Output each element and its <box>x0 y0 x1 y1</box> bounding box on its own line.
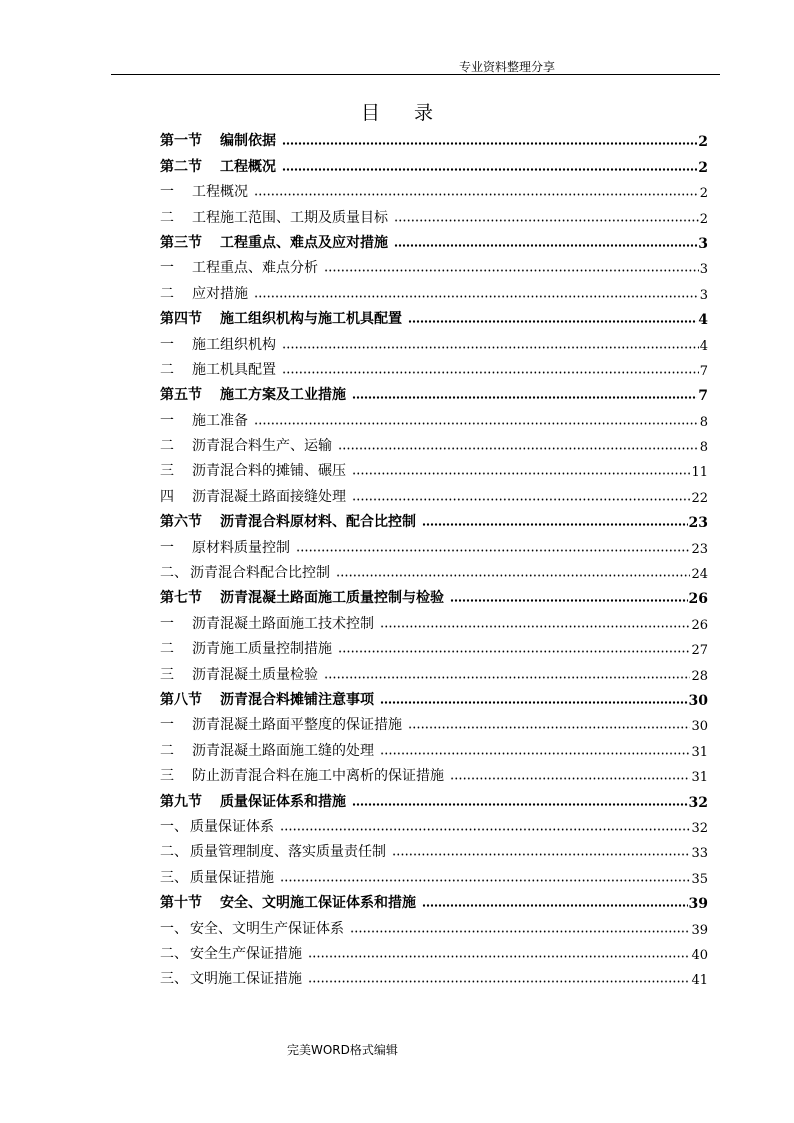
toc-entry-number: 一 <box>160 615 174 632</box>
toc-page-number: 2 <box>699 211 708 227</box>
header-divider <box>111 74 720 75</box>
toc-entry-title: 质量管理制度、落实质量责任制 <box>190 844 386 861</box>
toc-entry-number: 一 <box>160 412 174 429</box>
toc-entry-number: 二 <box>160 438 174 455</box>
toc-page-number: 41 <box>691 973 708 989</box>
toc-dot-leader <box>408 726 690 729</box>
toc-entry-title: 沥青混合料摊铺注意事项 <box>220 691 374 708</box>
toc-page-number: 3 <box>699 287 708 303</box>
toc-entry-title: 施工机具配置 <box>192 361 276 378</box>
toc-entry-title: 质量保证体系和措施 <box>220 793 346 810</box>
toc-page-number: 26 <box>688 591 708 608</box>
toc-dot-leader <box>422 904 688 907</box>
toc-entry-number: 第一节 <box>160 133 202 150</box>
toc-subentry[interactable] <box>160 760 708 785</box>
page-footer-text: 完美WORD格式编辑 <box>287 1043 398 1057</box>
toc-section-entry[interactable] <box>160 785 708 810</box>
toc-subentry[interactable] <box>160 176 708 201</box>
toc-entry-title: 工程概况 <box>220 158 276 175</box>
toc-entry-number: 第四节 <box>160 311 202 328</box>
toc-page-number: 8 <box>699 440 708 456</box>
toc-entry-number: 第七节 <box>160 590 202 607</box>
toc-page-number: 39 <box>691 922 708 938</box>
toc-entry-title: 工程施工范围、工期及质量目标 <box>192 209 388 226</box>
toc-dot-leader <box>450 599 688 602</box>
toc-title: 目 录 <box>360 102 448 124</box>
toc-entry-title: 编制依据 <box>220 133 276 150</box>
table-of-contents <box>160 125 708 988</box>
toc-page-number: 22 <box>691 490 708 506</box>
toc-page-number: 31 <box>691 744 708 760</box>
toc-dot-leader <box>282 346 699 349</box>
toc-entry-title: 安全、文明生产保证体系 <box>190 920 344 937</box>
toc-entry-title: 工程概况 <box>192 184 248 201</box>
toc-dot-leader <box>296 549 690 552</box>
toc-page-number: 3 <box>698 235 708 252</box>
toc-dot-leader <box>282 168 697 171</box>
toc-entry-title: 施工准备 <box>192 412 248 429</box>
toc-entry-title: 施工组织机构与施工机具配置 <box>220 311 402 328</box>
toc-dot-leader <box>280 828 690 831</box>
toc-entry-number: 第三节 <box>160 234 202 251</box>
toc-section-entry[interactable] <box>160 506 708 531</box>
toc-dot-leader <box>324 269 699 272</box>
toc-entry-number: 第二节 <box>160 158 202 175</box>
toc-dot-leader <box>380 625 690 628</box>
toc-subentry[interactable] <box>160 201 708 226</box>
toc-entry-title: 文明施工保证措施 <box>190 971 302 988</box>
toc-entry-number: 四 <box>160 488 174 505</box>
toc-entry-title: 质量保证体系 <box>190 818 274 835</box>
toc-page-number: 28 <box>691 668 708 684</box>
toc-dot-leader <box>352 472 690 475</box>
toc-subentry[interactable] <box>160 912 708 937</box>
toc-subentry[interactable] <box>160 734 708 759</box>
toc-dot-leader <box>336 574 690 577</box>
toc-entry-title: 施工组织机构 <box>192 336 276 353</box>
toc-entry-number: 一 <box>160 336 174 353</box>
toc-entry-number: 三 <box>160 666 174 683</box>
toc-dot-leader <box>394 244 697 247</box>
toc-section-entry[interactable] <box>160 887 708 912</box>
toc-dot-leader <box>450 777 690 780</box>
toc-subentry[interactable] <box>160 607 708 632</box>
toc-entry-number: 第八节 <box>160 691 202 708</box>
toc-subentry[interactable] <box>160 963 708 988</box>
toc-subentry[interactable] <box>160 938 708 963</box>
toc-subentry[interactable] <box>160 836 708 861</box>
toc-page-number: 32 <box>688 794 708 811</box>
toc-section-entry[interactable] <box>160 684 708 709</box>
toc-entry-title: 施工方案及工业措施 <box>220 387 346 404</box>
toc-page-number: 7 <box>698 388 708 405</box>
toc-dot-leader <box>282 142 697 145</box>
toc-entry-title: 工程重点、难点分析 <box>192 260 318 277</box>
toc-entry-number: 二、 <box>160 844 188 861</box>
toc-page-number: 30 <box>691 719 708 735</box>
toc-page-number: 3 <box>699 262 708 278</box>
toc-entry-number: 二、 <box>160 565 188 582</box>
toc-entry-number: 一、 <box>160 818 188 835</box>
toc-entry-title: 沥青混合料的摊铺、碾压 <box>192 463 346 480</box>
toc-page-number: 8 <box>699 414 708 430</box>
toc-section-entry[interactable] <box>160 150 708 175</box>
toc-page-number: 39 <box>688 896 708 913</box>
toc-entry-title: 沥青混合料配合比控制 <box>190 565 330 582</box>
toc-entry-number: 二 <box>160 209 174 226</box>
toc-subentry[interactable] <box>160 252 708 277</box>
toc-page-number: 23 <box>688 515 708 532</box>
toc-entry-number: 一 <box>160 260 174 277</box>
toc-entry-title: 工程重点、难点及应对措施 <box>220 234 388 251</box>
toc-subentry[interactable] <box>160 455 708 480</box>
toc-entry-number: 一 <box>160 539 174 556</box>
toc-page-number: 35 <box>691 871 708 887</box>
toc-page-number: 7 <box>699 363 708 379</box>
toc-section-entry[interactable] <box>160 379 708 404</box>
toc-entry-title: 沥青混凝土路面施工技术控制 <box>192 615 374 632</box>
toc-subentry[interactable] <box>160 531 708 556</box>
toc-dot-leader <box>338 650 690 653</box>
toc-page-number: 33 <box>691 846 708 862</box>
toc-entry-number: 三、 <box>160 869 188 886</box>
toc-subentry[interactable] <box>160 328 708 353</box>
toc-subentry[interactable] <box>160 709 708 734</box>
toc-entry-number: 二 <box>160 285 174 302</box>
toc-page-number: 11 <box>691 465 708 481</box>
toc-page-number: 30 <box>688 692 708 709</box>
toc-page-number: 23 <box>691 541 708 557</box>
toc-subentry[interactable] <box>160 354 708 379</box>
toc-entry-number: 二 <box>160 361 174 378</box>
toc-dot-leader <box>422 523 688 526</box>
toc-entry-title: 沥青混合料生产、运输 <box>192 438 332 455</box>
toc-entry-number: 第五节 <box>160 387 202 404</box>
toc-dot-leader <box>352 803 688 806</box>
toc-entry-number: 第九节 <box>160 793 202 810</box>
toc-dot-leader <box>308 955 690 958</box>
toc-page-number: 2 <box>698 159 708 176</box>
toc-page-number: 27 <box>691 643 708 659</box>
toc-page-number: 24 <box>691 567 708 583</box>
toc-dot-leader <box>308 980 690 983</box>
toc-dot-leader <box>352 498 690 501</box>
toc-entry-number: 二 <box>160 641 174 658</box>
toc-entry-title: 沥青混凝土路面平整度的保证措施 <box>192 717 402 734</box>
toc-page-number: 2 <box>699 186 708 202</box>
toc-dot-leader <box>352 396 697 399</box>
toc-section-entry[interactable] <box>160 227 708 252</box>
toc-subentry[interactable] <box>160 861 708 886</box>
toc-dot-leader <box>282 371 699 374</box>
toc-entry-title: 沥青混合料原材料、配合比控制 <box>220 514 416 531</box>
toc-entry-title: 质量保证措施 <box>190 869 274 886</box>
toc-page-number: 2 <box>698 134 708 151</box>
toc-subentry[interactable] <box>160 658 708 683</box>
toc-entry-number: 一 <box>160 717 174 734</box>
toc-entry-title: 安全生产保证措施 <box>190 945 302 962</box>
toc-dot-leader <box>280 879 690 882</box>
toc-dot-leader <box>254 422 699 425</box>
toc-entry-number: 第十节 <box>160 895 202 912</box>
toc-entry-title: 沥青混凝土路面施工缝的处理 <box>192 742 374 759</box>
toc-entry-title: 沥青混凝土路面接缝处理 <box>192 488 346 505</box>
toc-dot-leader <box>350 930 690 933</box>
toc-subentry[interactable] <box>160 633 708 658</box>
toc-entry-title: 沥青施工质量控制措施 <box>192 641 332 658</box>
toc-subentry[interactable] <box>160 811 708 836</box>
toc-page-number: 40 <box>691 947 708 963</box>
toc-entry-number: 三 <box>160 463 174 480</box>
toc-dot-leader <box>380 701 688 704</box>
toc-section-entry[interactable] <box>160 125 708 150</box>
toc-subentry[interactable] <box>160 404 708 429</box>
toc-entry-number: 二、 <box>160 945 188 962</box>
toc-entry-number: 三 <box>160 768 174 785</box>
toc-entry-number: 一、 <box>160 920 188 937</box>
toc-section-entry[interactable] <box>160 582 708 607</box>
toc-entry-title: 沥青混凝土路面施工质量控制与检验 <box>220 590 444 607</box>
toc-page-number: 31 <box>691 770 708 786</box>
toc-entry-number: 二 <box>160 742 174 759</box>
toc-page-number: 32 <box>691 820 708 836</box>
toc-entry-title: 安全、文明施工保证体系和措施 <box>220 895 416 912</box>
toc-entry-title: 防止沥青混合料在施工中离析的保证措施 <box>192 768 444 785</box>
toc-entry-number: 一 <box>160 184 174 201</box>
toc-dot-leader <box>324 676 690 679</box>
toc-page-number: 4 <box>698 312 708 329</box>
toc-dot-leader <box>380 752 690 755</box>
page-header-text: 专业资料整理分享 <box>459 60 556 74</box>
toc-entry-title: 沥青混凝土质量检验 <box>192 666 318 683</box>
toc-entry-title: 原材料质量控制 <box>192 539 290 556</box>
toc-dot-leader <box>392 853 690 856</box>
toc-dot-leader <box>254 193 699 196</box>
toc-subentry[interactable] <box>160 430 708 455</box>
toc-subentry[interactable] <box>160 480 708 505</box>
toc-entry-number: 第六节 <box>160 514 202 531</box>
toc-page-number: 4 <box>699 338 708 354</box>
toc-subentry[interactable] <box>160 277 708 302</box>
toc-dot-leader <box>338 447 699 450</box>
toc-section-entry[interactable] <box>160 303 708 328</box>
toc-dot-leader <box>408 320 697 323</box>
toc-entry-number: 三、 <box>160 971 188 988</box>
toc-page-number: 26 <box>691 617 708 633</box>
toc-dot-leader <box>254 295 699 298</box>
toc-subentry[interactable] <box>160 557 708 582</box>
toc-dot-leader <box>394 219 699 222</box>
toc-entry-title: 应对措施 <box>192 285 248 302</box>
